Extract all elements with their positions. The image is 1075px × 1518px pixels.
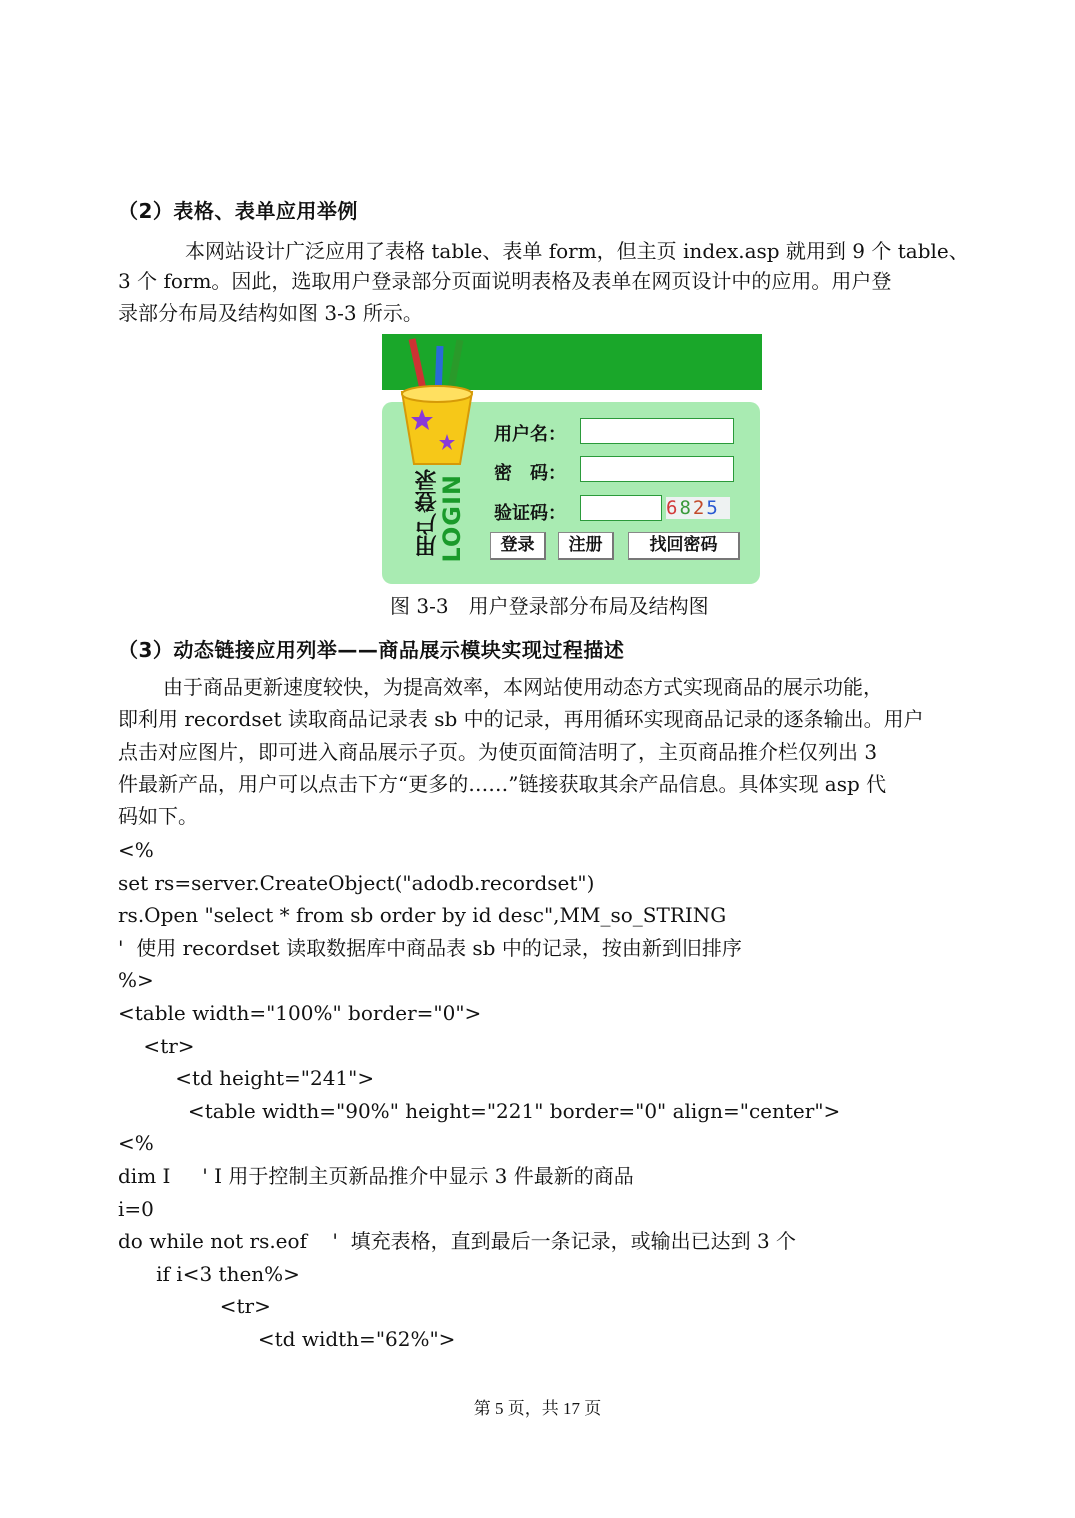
login-figure	[382, 334, 762, 585]
captcha-digit: 8	[679, 497, 693, 519]
paragraph-line: 由于商品更新速度较快，为提高效率，本网站使用动态方式实现商品的展示功能，	[163, 675, 883, 699]
side-title-en: LOGIN	[438, 474, 466, 563]
password-label: 密 码：	[494, 463, 566, 484]
code-line: dim I ' I 用于控制主页新品推介中显示 3 件最新的商品	[118, 1163, 634, 1188]
side-title-cn: 用户登录	[415, 469, 440, 557]
code-line: do while not rs.eof ' 填充表格，直到最后一条记录，或输出已达到 3 个	[118, 1229, 797, 1254]
code-line: <tr>	[118, 1294, 271, 1319]
captcha-image	[666, 497, 730, 519]
username-input[interactable]	[580, 418, 734, 444]
captcha-digit: 2	[692, 497, 707, 519]
recover-password-button[interactable]: 找回密码	[628, 532, 740, 560]
register-button[interactable]: 注册	[558, 532, 614, 560]
section-heading-2: （2）表格、表单应用举例	[118, 199, 358, 223]
code-line: if i<3 then%>	[118, 1261, 300, 1286]
code-line: <table width="100%" border="0">	[118, 1000, 482, 1025]
paragraph-line: 3 个 form。因此，选取用户登录部分页面说明表格及表单在网页设计中的应用。用户登	[118, 269, 892, 293]
captcha-digit: 5	[706, 497, 720, 519]
password-input[interactable]	[580, 456, 734, 482]
captcha-input[interactable]	[580, 495, 662, 521]
paragraph-line: 点击对应图片，即可进入商品展示子页。为使页面简洁明了，主页商品推介栏仅列出 3	[118, 740, 878, 764]
login-button[interactable]: 登录	[490, 532, 546, 560]
captcha-label: 验证码：	[494, 503, 566, 524]
code-line: <tr>	[118, 1033, 195, 1058]
code-block	[118, 834, 840, 1356]
code-line: <td width="62%">	[118, 1326, 456, 1351]
page-footer: 第 5 页，共 17 页	[473, 1399, 602, 1418]
figure-caption: 图 3-3 用户登录部分布局及结构图	[390, 594, 709, 618]
code-line: <%	[118, 838, 154, 862]
code-line: <%	[118, 1131, 154, 1156]
paragraph-line: 码如下。	[118, 804, 198, 828]
username-label: 用户名：	[494, 424, 566, 445]
section-heading-3: （3）动态链接应用列举——商品展示模块实现过程描述	[118, 638, 625, 662]
code-line: rs.Open "select * from sb order by id desc",MM_so_STRING	[118, 903, 727, 928]
code-line: i=0	[118, 1196, 154, 1221]
pencil-cup-icon	[392, 334, 482, 474]
code-line: ' 使用 recordset 读取数据库中商品表 sb 中的记录，按由新到旧排序	[118, 935, 742, 960]
code-line: %>	[118, 968, 154, 993]
code-line: <table width="90%" height="221" border="0" align="center">	[118, 1098, 841, 1123]
paragraph-line: 录部分布局及结构如图 3-3 所示。	[118, 301, 423, 325]
captcha-digit: 6	[666, 497, 680, 519]
paragraph-line: 即利用 recordset 读取商品记录表 sb 中的记录，再用循环实现商品记录的逐条输出。用户	[118, 707, 924, 731]
code-line: set rs=server.CreateObject("adodb.recordset")	[118, 870, 595, 895]
paragraph-line: 件最新产品，用户可以点击下方“更多的……”链接获取其余产品信息。具体实现 asp 代	[118, 772, 887, 796]
code-line: <td height="241">	[118, 1066, 375, 1091]
paragraph-line: 本网站设计广泛应用了表格 table、表单 form，但主页 index.asp 就用到 9 个 table、	[185, 239, 969, 263]
